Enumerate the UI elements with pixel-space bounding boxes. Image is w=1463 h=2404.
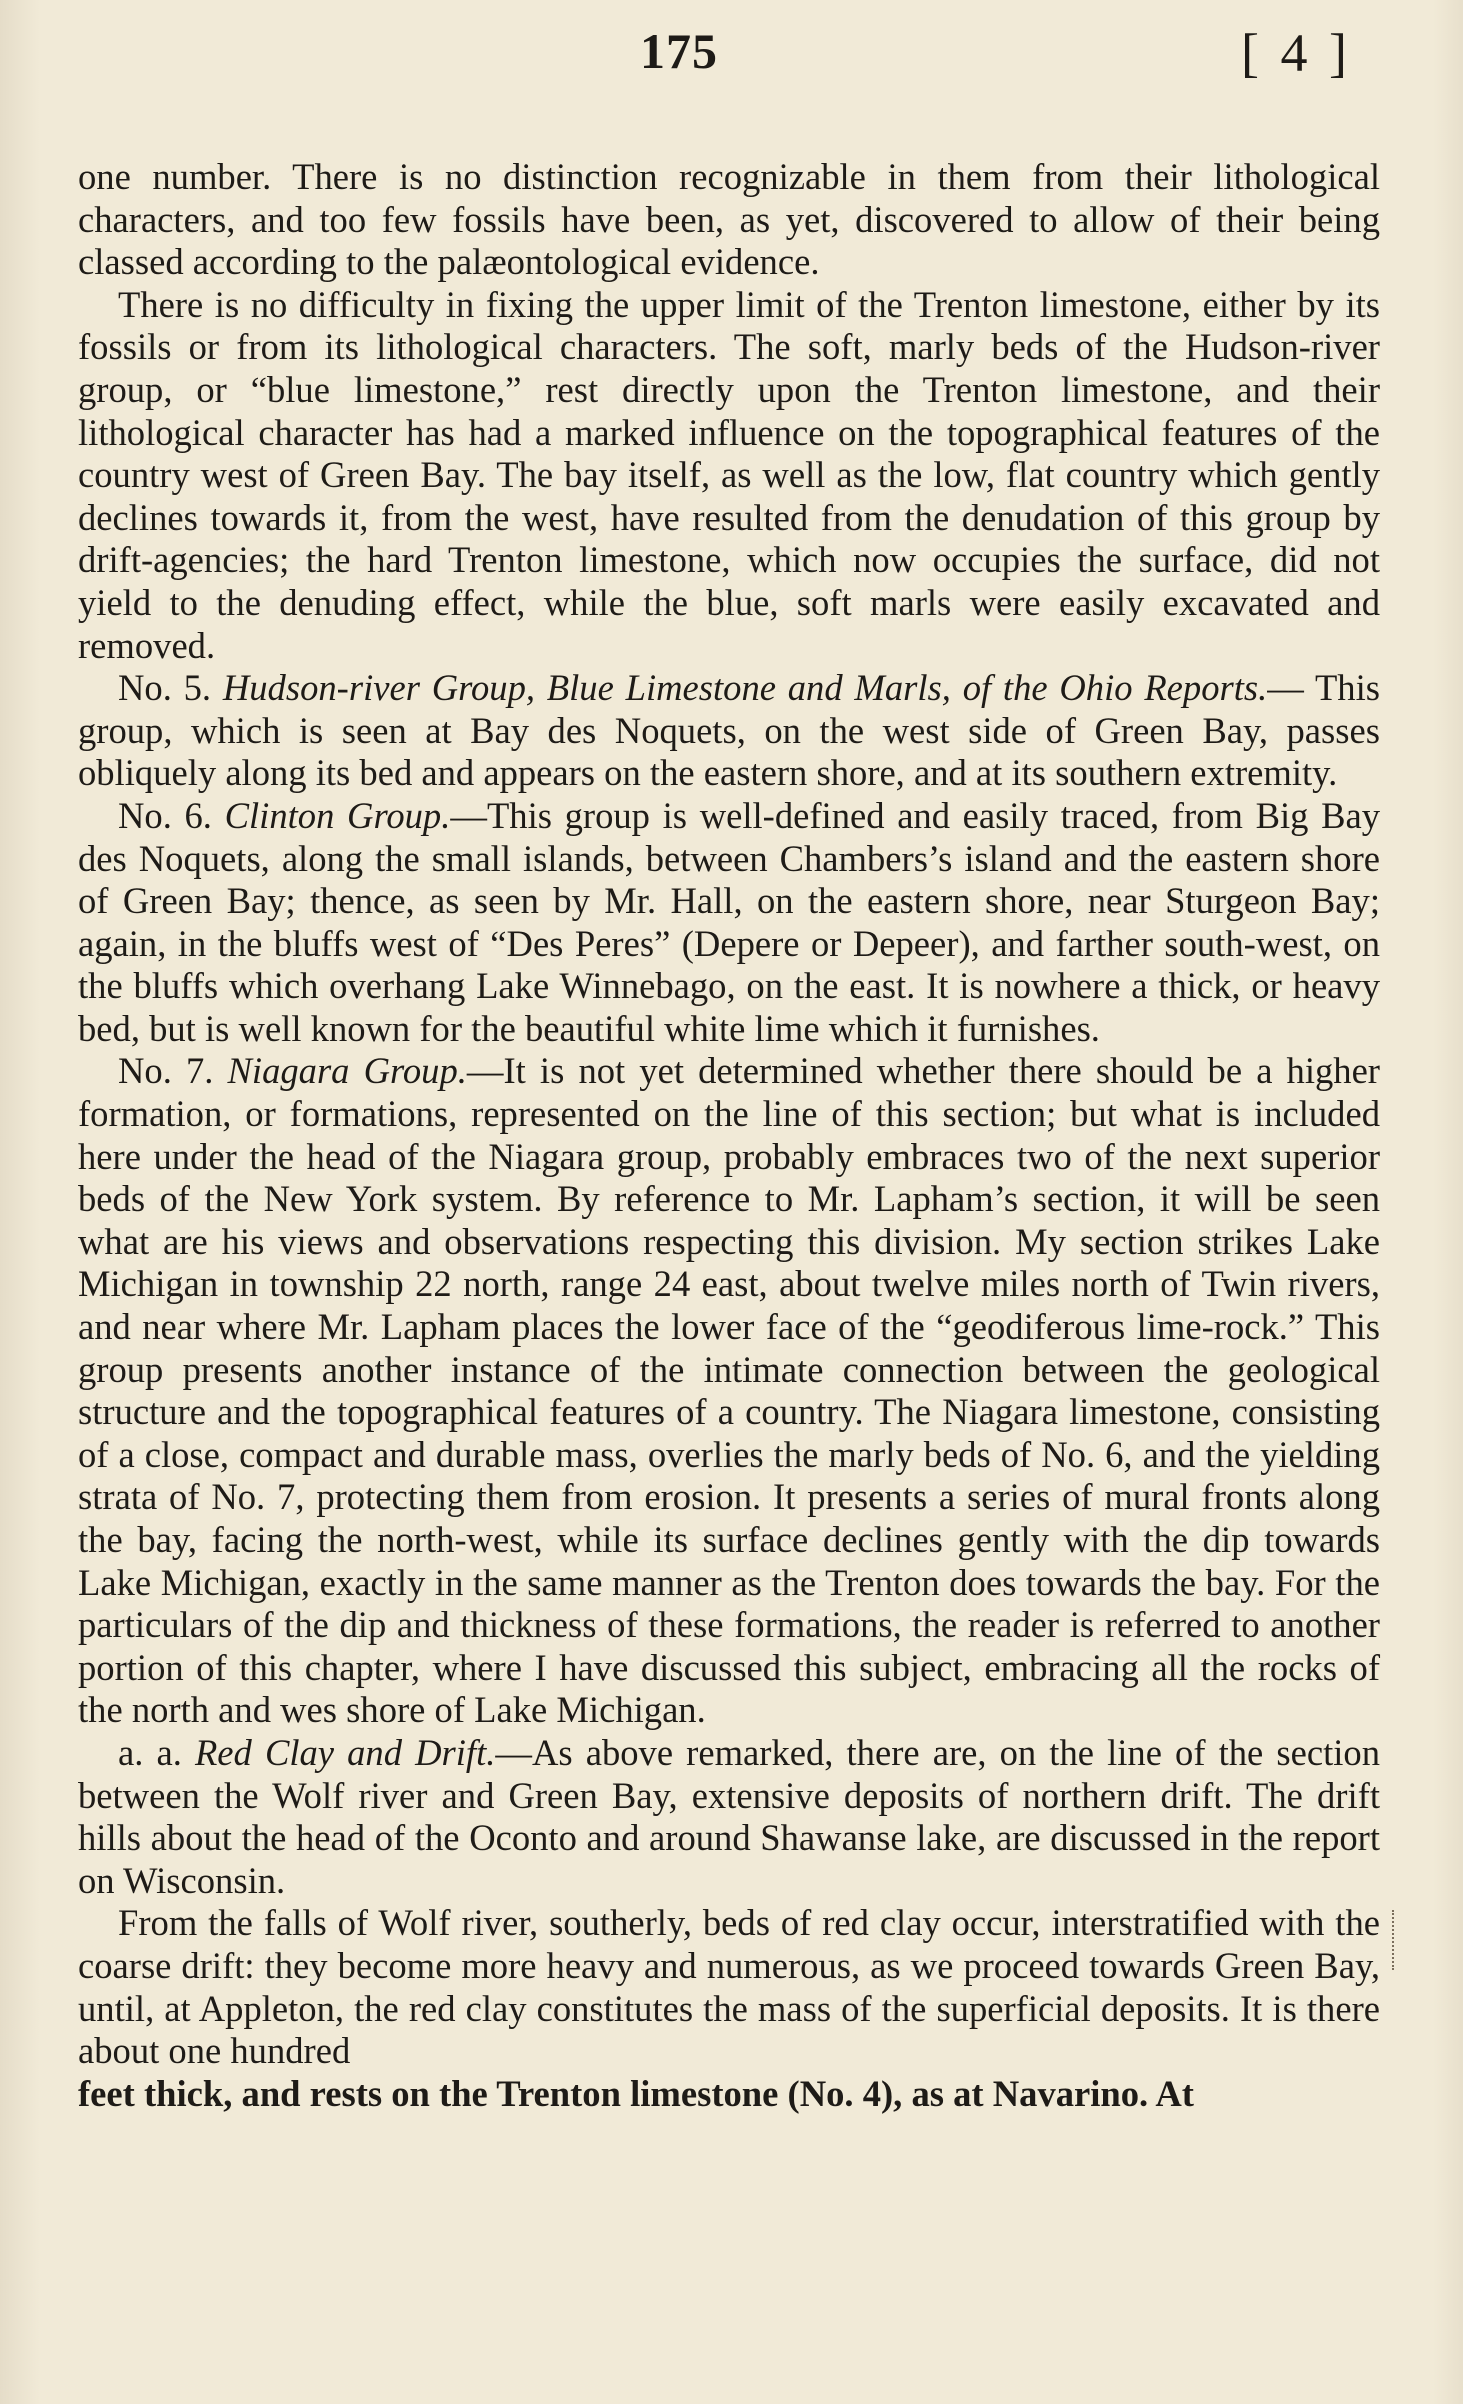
paragraph-no-7 (78, 1050, 1380, 1732)
section-heading: Hudson-river Group, Blue Limestone and Marls, of the Ohio Reports. (222, 667, 1268, 709)
paragraph-text: — This group, which is seen at Bay des Noquets, on the west side of Green Bay, passes obliquely along its bed and appears on the eastern shore, and at its southern extremity. (78, 667, 1380, 794)
paragraph-no-5 (78, 667, 1380, 795)
paragraph-no-6 (78, 795, 1380, 1051)
section-heading: Clinton Group. (224, 794, 451, 836)
section-number: No. 5. (118, 667, 223, 709)
paragraph-text: feet thick, and rests on the Trenton limestone (No. 4), as at Navarino. At (78, 2072, 1194, 2114)
paragraph-trenton-limit (78, 284, 1380, 667)
document-number: [ 4 ] (1241, 23, 1351, 83)
paragraph-text: There is no difficulty in fixing the upper limit of the Trenton limestone, either by its fossils or from its lithological characters. The soft, marly beds of the Hudson-river group, or “blue limestone,” rest directly upon the Trenton limestone, and their lithological character has had a marked influence on the topographical features of the country west of Green Bay. The bay itself, as well as the low, flat country which gently declines towards it, from the west, have resulted from the denudation of this group by drift-agencies; the hard Trenton limestone, which now occupies the surface, did not yield to the denuding effect, while the blue, soft marls were easily excavated and removed. (78, 283, 1380, 666)
section-number: a. a. (118, 1731, 195, 1773)
section-number: No. 7. (118, 1050, 228, 1092)
paragraph-continuation (78, 156, 1380, 284)
page-number: 175 (640, 23, 718, 79)
paragraph-red-clay (78, 1732, 1380, 1902)
paragraph-text: —This group is well-defined and easily traced, from Big Bay des Noquets, along the small islands, between Chambers’s island and the eastern shore of Green Bay; thence, as seen by Mr. Hall, on the eastern shore, near Sturgeon Bay; again, in the bluffs west of “Des Peres” (Depere or Depeer), and farther south-west, on the bluffs which overhang Lake Winnebago, on the east. It is nowhere a thick, or heavy bed, but is well known for the beautiful white lime which it furnishes. (78, 794, 1381, 1049)
section-heading: Niagara Group. (227, 1050, 467, 1092)
paragraph-wolf-river (78, 1902, 1380, 2072)
paragraph-text: From the falls of Wolf river, southerly, beds of red clay occur, interstratified with the coarse drift: they become more heavy and numerous, as we proceed towards Green Bay, until, at Appleton, the red clay constitutes the mass of the superficial deposits. It is there about one hundred (78, 1902, 1380, 2072)
section-heading: Red Clay and Drift. (194, 1731, 496, 1773)
body-text (78, 156, 1380, 2115)
section-number: No. 6. (118, 794, 225, 836)
paragraph-final-line (78, 2073, 1380, 2116)
paragraph-text: —It is not yet determined whether there should be a higher formation, or formations, represented on the line of this section; but what is included here under the head of the Niagara group, probably embraces two of the next superior beds of the New York system. By reference to Mr. Lapham’s section, it will be seen what are his views and observations respecting this division. My section strikes Lake Michigan in township 22 north, range 24 east, about twelve miles north of Twin rivers, and near where Mr. Lapham places the lower face of the “geodiferous lime-rock.” This group presents another instance of the intimate connection between the geological structure and the topographical features of a country. The Niagara limestone, consisting of a close, compact and durable mass, overlies the marly beds of No. 6, and the yielding strata of No. 7, protecting them from erosion. It presents a series of mural fronts along the bay, facing the north-west, while its surface declines gently with the dip towards Lake Michigan, exactly in the same manner as the Trenton does towards the bay. For the particulars of the dip and thickness of these formations, the reader is referred to another portion of this chapter, where I have discussed this subject, embracing all the rocks of the north and wes shore of Lake Michigan. (78, 1050, 1380, 1731)
margin-mark-right (1392, 1910, 1410, 1970)
page-header (0, 22, 1463, 82)
paragraph-text: —As above remarked, there are, on the line of the section between the Wolf river and Green Bay, extensive deposits of northern drift. The drift hills about the head of the Oconto and around Shawanse lake, are discussed in the report on Wisconsin. (78, 1731, 1380, 1901)
paragraph-text: one number. There is no distinction recognizable in them from their lithological characters, and too few fossils have been, as yet, discovered to allow of their being classed according to the palæontological evidence. (78, 156, 1380, 283)
